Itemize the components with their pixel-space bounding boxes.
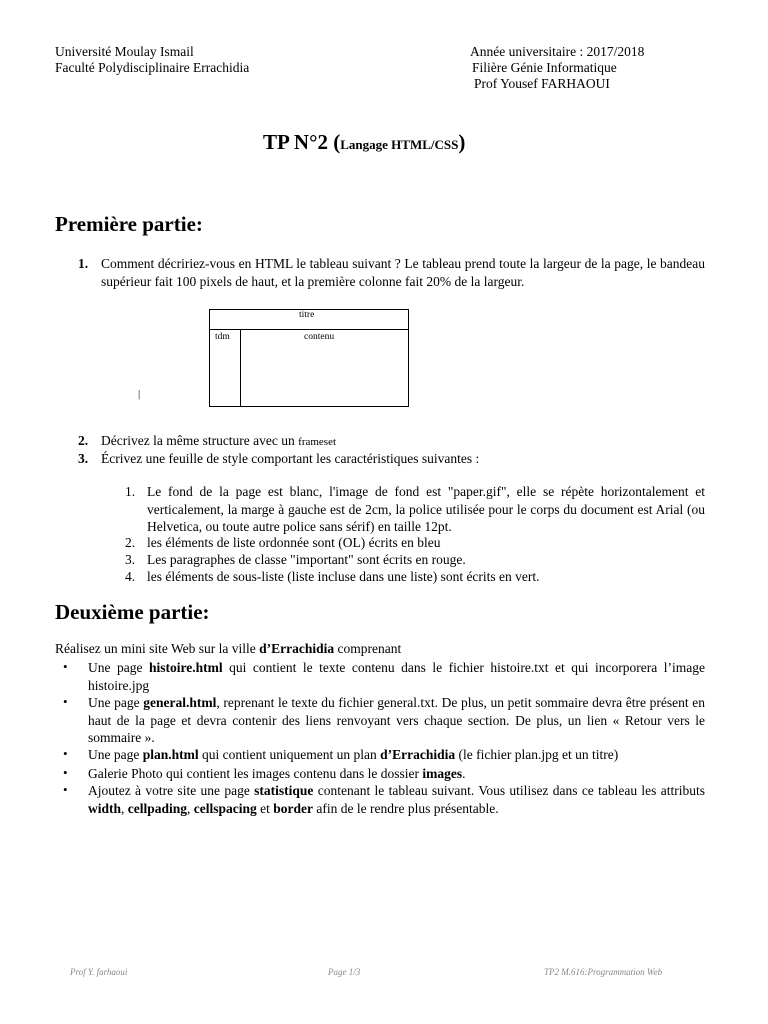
bullet-4: • (63, 765, 68, 780)
q2-text: Décrivez la même structure avec un frameset (101, 433, 337, 448)
page-title: TP N°2 (Langage HTML/CSS) (263, 130, 466, 154)
bullet-item-histoire: Une page histoire.html qui contient le texte contenu dans le fichier histoire.txt et qui incorporera l’image histoire.jpg (88, 660, 705, 693)
frameset-code: frameset (298, 436, 337, 448)
filiere: Filière Génie Informatique (472, 60, 617, 75)
faculty-name: Faculté Polydisciplinaire Errachidia (55, 60, 250, 75)
bullet-item-statistique: Ajoutez à votre site une page statistique contenant le tableau suivant. Vous utilisez dans ce tableau les attributs width, cellpading, cellspacing et border afin de le rendre plus présentable. (88, 783, 705, 816)
diagram-column-line (240, 329, 241, 406)
sub-number-2: 2. (125, 535, 136, 550)
sub-item-1: Le fond de la page est blanc, l'image de fond est "paper.gif", elle se répète horizontalement et verticalement, la marge à gauche est de 2cm, la police utilisée pour le corps du document est Arial (ou Helvetica, ou toute autre police sans sérif) en taille 12pt. (147, 484, 705, 534)
bullet-item-general: Une page general.html, reprenant le texte du fichier general.txt. De plus, un petit sommaire devra être présent en haut de la page et devra contenir des liens renvoyant vers chaque section. De plus, un lien « Retour vers le sommaire ». (88, 695, 705, 745)
bullet-3: • (63, 746, 68, 761)
table-diagram (209, 309, 409, 407)
diagram-tdm: tdm (215, 332, 230, 342)
academic-year: Année universitaire : 2017/2018 (470, 44, 645, 59)
part1-heading: Première partie: (55, 212, 203, 236)
part2-heading: Deuxième partie: (55, 600, 210, 624)
diagram-titre: titre (299, 310, 315, 320)
footer-page: Page 1/3 (328, 967, 361, 977)
q3-number: 3. (78, 451, 89, 466)
bullet-5: • (63, 782, 68, 797)
university-name: Université Moulay Ismail (55, 44, 194, 59)
sub-item-2: les éléments de liste ordonnée sont (OL) écrits en bleu (147, 535, 441, 550)
q1-text: Comment décririez-vous en HTML le tableau suivant ? Le tableau prend toute la largeur de la page, le bandeau supérieur fait 100 pixels de haut, et la première colonne fait 20% de la largeur. (101, 256, 705, 289)
q2-number: 2. (78, 433, 89, 448)
bullet-item-galerie: Galerie Photo qui contient les images contenu dans le dossier images. (88, 766, 466, 781)
bullet-item-plan: Une page plan.html qui contient uniquement un plan d’Errachidia (le fichier plan.jpg et un titre) (88, 747, 619, 762)
q1-number: 1. (78, 256, 89, 271)
cursor-mark: | (138, 388, 141, 400)
footer-course: TP2 M.616:Programmation Web (544, 967, 663, 977)
sub-number-1: 1. (125, 484, 136, 499)
part2-intro: Réalisez un mini site Web sur la ville d’Errachidia comprenant (55, 641, 402, 656)
sub-number-3: 3. (125, 552, 136, 567)
sub-number-4: 4. (125, 569, 136, 584)
footer-author: Prof Y. farhaoui (70, 967, 128, 977)
bullet-1: • (63, 659, 68, 674)
bullet-2: • (63, 694, 68, 709)
q3-text: Écrivez une feuille de style comportant les caractéristiques suivantes : (101, 451, 480, 466)
sub-item-3: Les paragraphes de classe "important" sont écrits en rouge. (147, 552, 466, 567)
professor: Prof Yousef FARHAOUI (474, 76, 610, 91)
diagram-contenu: contenu (304, 332, 335, 342)
sub-item-4: les éléments de sous-liste (liste incluse dans une liste) sont écrits en vert. (147, 569, 540, 584)
